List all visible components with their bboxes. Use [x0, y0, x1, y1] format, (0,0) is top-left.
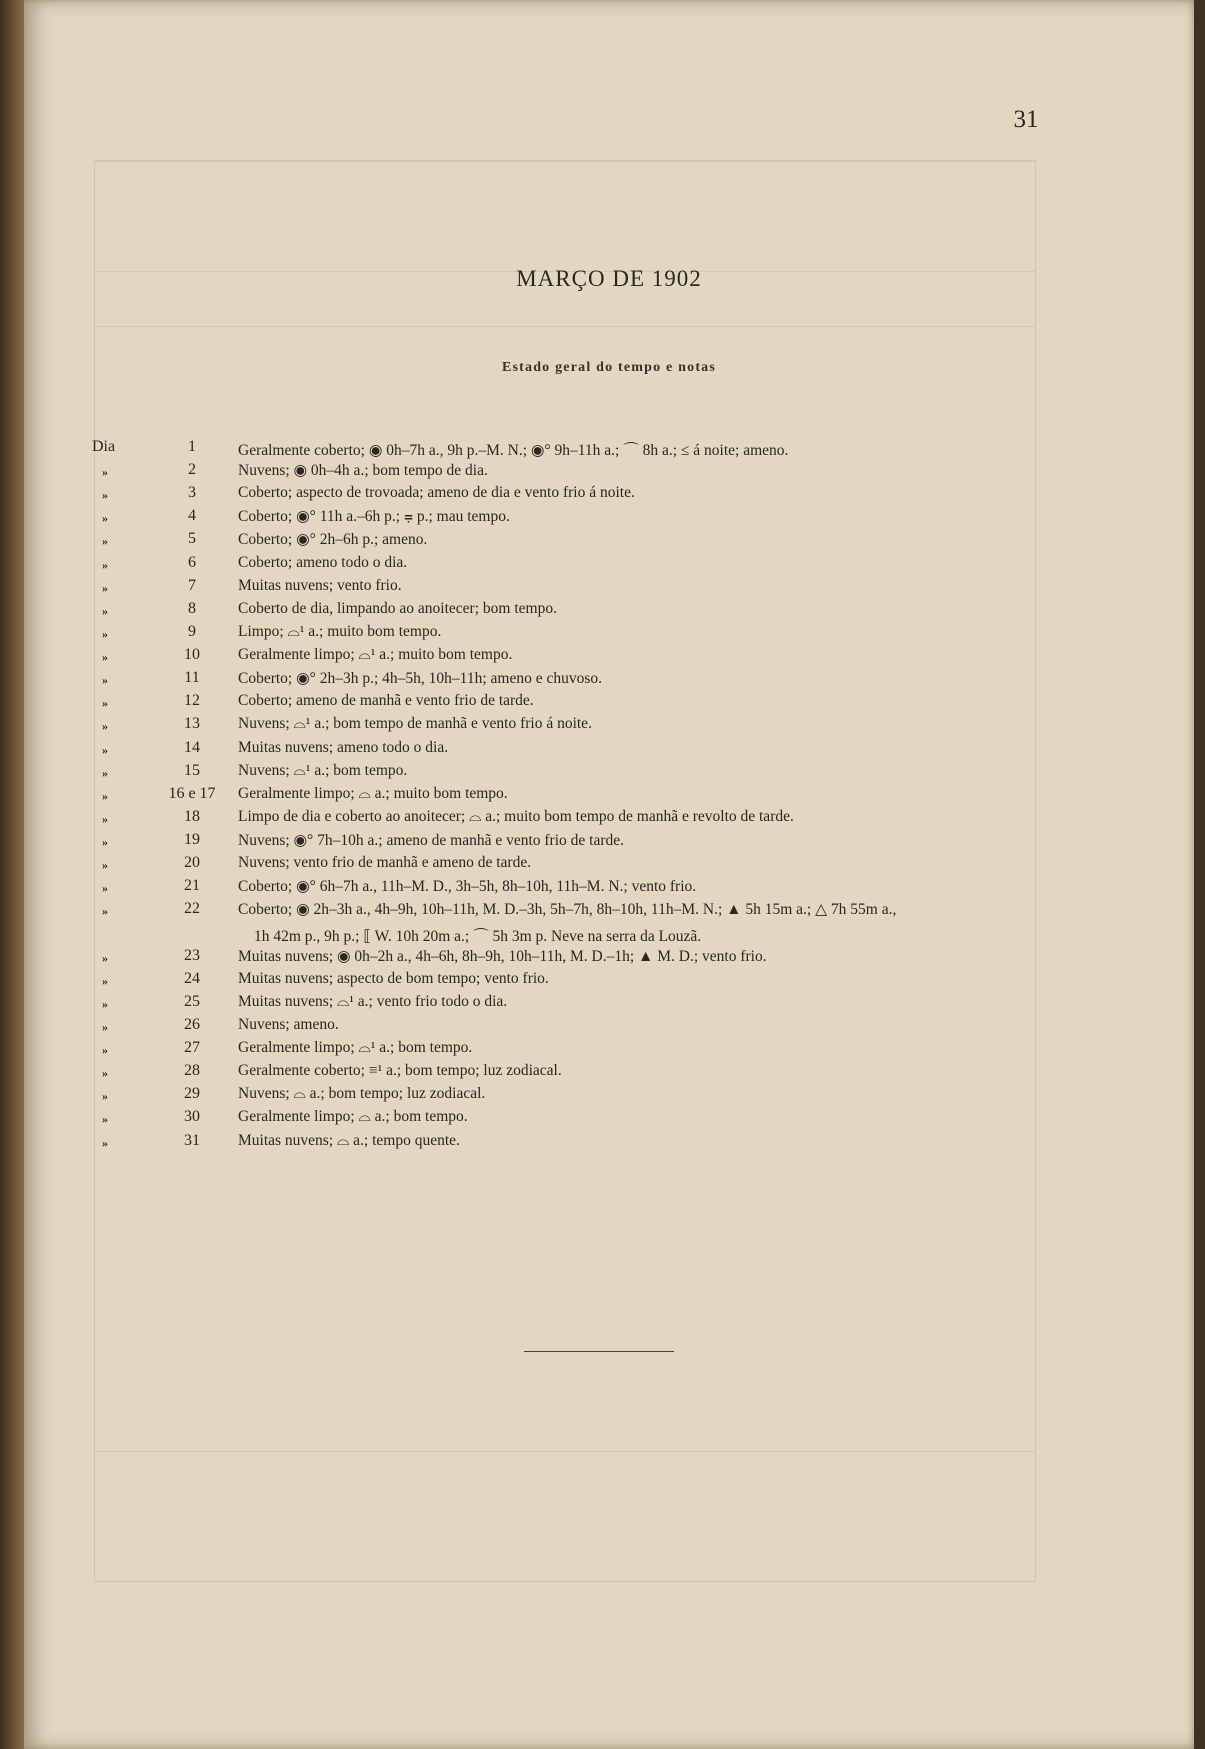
section-subtitle: Estado geral do tempo e notas: [501, 360, 717, 375]
page-number: 31: [1013, 106, 1039, 133]
ditto-mark: »: [102, 881, 108, 896]
list-item: [24, 554, 1194, 577]
weather-note: 1h 42m p., 9h p.; ⟦ W. 10h 20m a.; ⌒ 5h 3m p. Neve na serra da Louzã.: [254, 927, 702, 945]
list-item: [24, 1085, 1194, 1108]
weather-note: Limpo; ⌓¹ a.; muito bom tempo.: [238, 622, 442, 640]
list-item: [24, 877, 1194, 900]
day-number: 24: [184, 969, 200, 987]
weather-note: Geralmente limpo; ⌓ a.; bom tempo.: [238, 1108, 468, 1126]
weather-note: Coberto; ◉ 2h–3h a., 4h–9h, 10h–11h, M. D.–3h, 5h–7h, 8h–10h, 11h–M. N.; ▲ 5h 15m a.; △ 7h 55m a.,: [238, 901, 897, 919]
day-number: 30: [184, 1108, 200, 1126]
list-item: [24, 993, 1194, 1016]
ditto-mark: »: [102, 835, 108, 850]
weather-note: Coberto; ameno todo o dia.: [238, 553, 408, 571]
weather-note: Limpo de dia e coberto ao anoitecer; ⌓ a.; muito bom tempo de manhã e revolto de tarde.: [238, 807, 794, 825]
list-item: [24, 947, 1194, 970]
list-item: [24, 484, 1194, 507]
ditto-mark: »: [102, 1112, 108, 1127]
weather-note: Coberto de dia, limpando ao anoitecer; bom tempo.: [238, 599, 557, 617]
day-number: 28: [184, 1062, 200, 1080]
ditto-mark: »: [102, 1020, 108, 1034]
day-number: 21: [184, 877, 200, 895]
day-number: 23: [184, 946, 200, 964]
ditto-mark: »: [102, 1089, 108, 1104]
weather-note: Muitas nuvens; ameno todo o dia.: [238, 738, 449, 756]
weather-note: Geralmente coberto; ◉ 0h–7h a., 9h p.–M. N.; ◉° 9h–11h a.; ⌒ 8h a.; ≤ á noite; ameno.: [238, 442, 789, 459]
ditto-mark: »: [102, 788, 108, 803]
weather-note: Geralmente limpo; ⌓ a.; muito bom tempo.: [238, 784, 508, 802]
list-item: [24, 669, 1194, 692]
list-item: [24, 692, 1194, 715]
page-title: MARÇO DE 1902: [516, 266, 702, 291]
list-item: [24, 762, 1194, 785]
ditto-mark: »: [102, 973, 108, 988]
weather-note: Nuvens; vento frio de manhã e ameno de tarde.: [238, 854, 532, 872]
list-item: [24, 1108, 1194, 1131]
ditto-mark: »: [102, 950, 108, 965]
ditto-mark: »: [102, 673, 108, 688]
list-item: [24, 623, 1194, 646]
day-number: 5: [188, 530, 196, 548]
ditto-mark: »: [102, 580, 108, 595]
ditto-mark: »: [102, 1043, 108, 1058]
weather-note: Muitas nuvens; vento frio.: [238, 576, 402, 594]
list-item: [24, 577, 1194, 600]
day-number: 14: [184, 738, 200, 756]
weather-note: Nuvens; ⌓ a.; bom tempo; luz zodiacal.: [238, 1085, 486, 1103]
day-number: 13: [184, 715, 200, 733]
day-number: 16 e 17: [168, 784, 216, 802]
weather-note: Muitas nuvens; ◉ 0h–2h a., 4h–6h, 8h–9h, 10h–11h, M. D.–1h; ▲ M. D.; vento frio.: [238, 947, 767, 965]
day-number: 12: [184, 692, 200, 710]
list-item: [24, 600, 1194, 623]
weather-note: Coberto; ◉° 2h–3h p.; 4h–5h, 10h–11h; ameno e chuvoso.: [238, 670, 602, 688]
list-item: [24, 1039, 1194, 1062]
closing-rule: [524, 1351, 674, 1352]
ditto-mark: »: [102, 511, 108, 526]
list-item-continuation: [24, 924, 1194, 947]
weather-note: Muitas nuvens; ⌓¹ a.; vento frio todo o dia.: [238, 992, 508, 1010]
weather-note: Muitas nuvens; aspecto de bom tempo; vento frio.: [238, 969, 549, 987]
day-number: 10: [184, 646, 200, 664]
ditto-mark: »: [102, 650, 108, 665]
ditto-mark: »: [102, 858, 108, 873]
day-number: 1: [188, 438, 196, 455]
day-number: 7: [188, 576, 196, 594]
weather-note: Geralmente coberto; ≡¹ a.; bom tempo; luz zodiacal.: [238, 1062, 562, 1080]
ditto-mark: »: [102, 811, 108, 826]
day-number: 2: [188, 461, 196, 479]
ditto-mark: »: [102, 742, 108, 757]
list-item: [24, 808, 1194, 831]
list-item: [24, 646, 1194, 669]
day-number: 15: [184, 761, 200, 779]
ditto-mark: »: [102, 719, 108, 734]
weather-note: Coberto; ◉° 6h–7h a., 11h–M. D., 3h–5h, 8h–10h, 11h–M. N.; vento frio.: [238, 878, 697, 896]
ditto-mark: »: [102, 1135, 108, 1150]
day-number: 20: [184, 854, 200, 872]
ditto-mark: »: [102, 904, 108, 919]
list-item: [24, 854, 1194, 877]
list-item: [24, 1132, 1194, 1155]
list-item: [24, 461, 1194, 484]
weather-note: Nuvens; ⌓¹ a.; bom tempo de manhã e vento frio á noite.: [238, 715, 592, 733]
ditto-mark: »: [102, 1066, 108, 1081]
document-page: [24, 0, 1194, 1749]
ditto-mark: »: [102, 488, 108, 503]
list-item: [24, 739, 1194, 762]
day-number: 18: [184, 807, 200, 825]
book-spine: [0, 0, 26, 1749]
day-number: 8: [188, 599, 196, 617]
weather-note: Coberto; aspecto de trovoada; ameno de dia e vento frio á noite.: [238, 484, 635, 502]
list-item: [24, 831, 1194, 854]
weather-note: Coberto; ◉° 11h a.–6h p.; ⩦ p.; mau tempo.: [238, 508, 510, 526]
list-item: [24, 530, 1194, 553]
ditto-mark: »: [102, 557, 108, 572]
weather-note: Geralmente limpo; ⌓¹ a.; bom tempo.: [238, 1039, 473, 1057]
day-number: 25: [184, 992, 200, 1010]
weather-note: Nuvens; ameno.: [238, 1016, 339, 1033]
list-item: [24, 970, 1194, 993]
list-item: [24, 900, 1194, 923]
weather-note: Coberto; ameno de manhã e vento frio de tarde.: [238, 692, 534, 710]
weather-note: Coberto; ◉° 2h–6h p.; ameno.: [238, 531, 428, 549]
day-number: 29: [184, 1085, 200, 1103]
day-number: 31: [184, 1131, 200, 1149]
day-number: 26: [184, 1016, 200, 1033]
ditto-mark: »: [102, 696, 108, 711]
list-item: [24, 715, 1194, 738]
day-number: 3: [188, 484, 196, 502]
list-item: [24, 507, 1194, 530]
ditto-mark: Dia: [92, 438, 116, 455]
ditto-mark: »: [102, 465, 108, 480]
day-number: 27: [184, 1039, 200, 1057]
list-item: [24, 1016, 1194, 1039]
day-number: 11: [184, 669, 200, 687]
list-item: [24, 438, 1194, 461]
day-number: 9: [188, 622, 196, 640]
day-number: 4: [188, 507, 196, 525]
ditto-mark: »: [102, 626, 108, 641]
weather-note: Muitas nuvens; ⌓ a.; tempo quente.: [238, 1131, 460, 1149]
weather-note: Nuvens; ◉° 7h–10h a.; ameno de manhã e vento frio de tarde.: [238, 832, 625, 850]
list-item: [24, 785, 1194, 808]
ditto-mark: »: [102, 534, 108, 549]
ditto-mark: »: [102, 996, 108, 1011]
day-number: 19: [184, 831, 200, 849]
list-item: [24, 1062, 1194, 1085]
ditto-mark: »: [102, 603, 108, 618]
ditto-mark: »: [102, 765, 108, 780]
day-number: 6: [188, 553, 196, 571]
weather-note: Geralmente limpo; ⌓¹ a.; muito bom tempo.: [238, 646, 513, 664]
weather-note: Nuvens; ⌓¹ a.; bom tempo.: [238, 761, 408, 779]
day-number: 22: [184, 900, 200, 918]
weather-note: Nuvens; ◉ 0h–4h a.; bom tempo de dia.: [238, 462, 488, 480]
